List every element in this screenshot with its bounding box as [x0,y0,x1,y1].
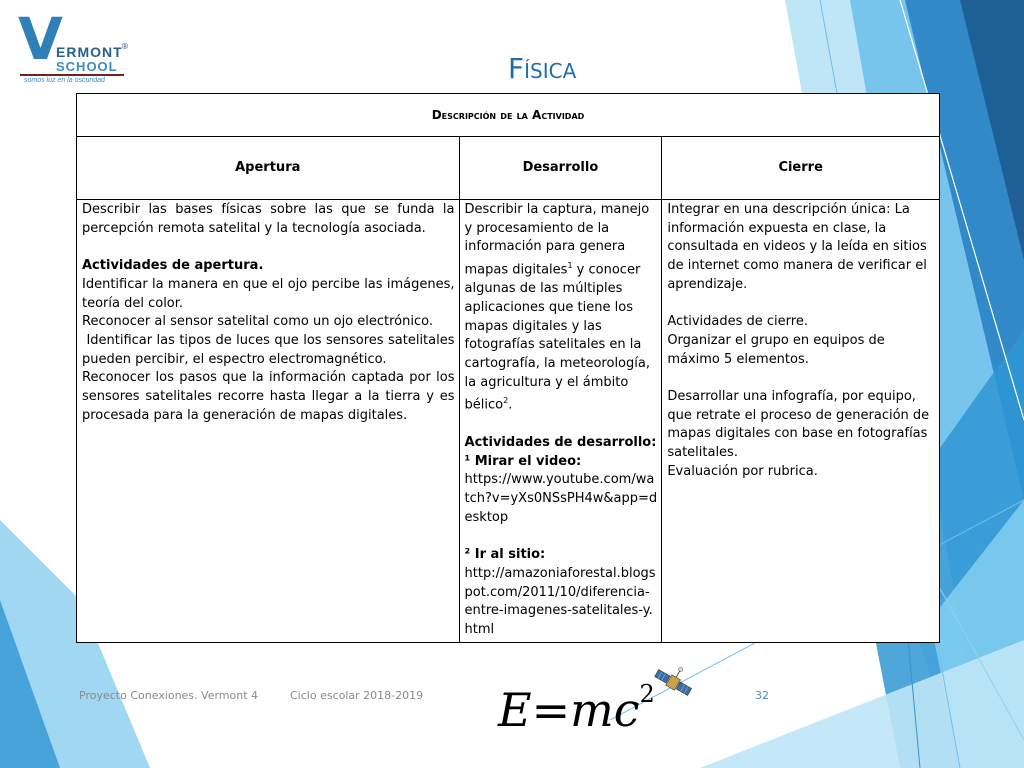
apertura-item: Identificar las tipos de luces que los sensores satelitales pueden percibir, el espectro electromagnético. [82,332,459,367]
table-heading: Descripción de la Actividad [77,94,940,137]
logo-name-bottom: SCHOOL [56,59,118,74]
table-content-row [77,200,940,643]
activity-table [76,93,940,643]
reference-site-label: ² Ir al sitio: [464,547,546,563]
spacer [667,295,935,314]
page-number: 32 [755,689,769,702]
footer-cycle: Ciclo escolar 2018-2019 [290,689,424,702]
cierre-item: Evaluación por rubrica. [667,463,818,479]
column-header-cierre: Cierre [662,137,940,200]
reference-video-label: ¹ Mirar el video: [464,453,582,469]
apertura-intro: Describir las bases físicas sobre las que se funda la percepción remota satelital y la tecnología asociada. [82,202,455,236]
logo-initial: V [18,5,63,73]
column-header-desarrollo: Desarrollo [459,137,662,200]
einstein-formula [498,680,655,737]
slide-title: Física [508,52,577,85]
reference-video-link[interactable]: https://www.youtube.com/watch?v=yXs0NSsPH4w&app=desktop [464,472,658,525]
desarrollo-intro-end: . [508,397,513,413]
spacer [667,369,935,388]
logo-divider [20,74,124,76]
apertura-item: Reconocer los pasos que la información captada por los sensores satelitales recorre hasta llegar a la tierra y es procesada para la generación de mapas digitales. [82,370,455,423]
cierre-intro: Integrar en una descripción única: La información expuesta en clase, la consultada en videos y la leída en sitios de internet como manera de verificar el aprendizaje. [667,202,927,292]
spacer [465,415,658,434]
cierre-item: Organizar el grupo en equipos de máximo 5 elementos. [667,332,885,367]
logo-tagline: somos luz en la oscuridad [24,77,105,84]
cierre-activities-label: Actividades de cierre. [667,314,808,330]
satellite-icon [652,664,696,702]
footnote-ref: 2 [503,396,509,406]
logo-name-top: ERMONT [56,44,123,60]
spacer [82,238,455,257]
spacer [465,528,658,547]
desarrollo-cell [459,200,662,643]
cierre-item: Desarrollar una infografía, por equipo, que retrate el proceso de generación de mapas digitales con base en fotografías satelitales. [667,389,930,461]
cierre-cell [662,200,940,643]
footer-project: Proyecto Conexiones. Vermont 4 [79,689,259,702]
apertura-cell [77,200,460,643]
apertura-activities-label: Actividades de apertura. [82,258,264,274]
apertura-item: Reconocer al sensor satelital como un ojo electrónico. [82,314,433,330]
table-heading-row [77,94,940,137]
school-logo [18,5,136,86]
formula-exponent: 2 [639,680,655,708]
logo-registered-mark: ® [121,42,129,51]
reference-site-link[interactable]: http://amazoniaforestal.blogspot.com/2011/10/diferencia-entre-imagenes-satelitales-y.html [464,565,656,638]
apertura-item: Identificar la manera en que el ojo percibe las imágenes, teoría del color. [82,276,455,311]
desarrollo-intro [465,201,658,415]
footnote-ref: 1 [567,261,573,271]
desarrollo-intro-part: y conocer algunas de las múltiples aplicaciones que tiene los mapas digitales y las fotografías satelitales en la cartografía, la meteorología, la agricultura y el ámbito bélico [464,262,650,413]
table-column-header-row [77,137,940,200]
column-header-apertura: Apertura [77,137,460,200]
desarrollo-intro-part: Describir la captura, manejo y procesamiento de la información para genera mapas digitales [464,202,650,278]
formula-base: E=mc [498,683,640,737]
desarrollo-activities-label: Actividades de desarrollo: [464,435,657,451]
